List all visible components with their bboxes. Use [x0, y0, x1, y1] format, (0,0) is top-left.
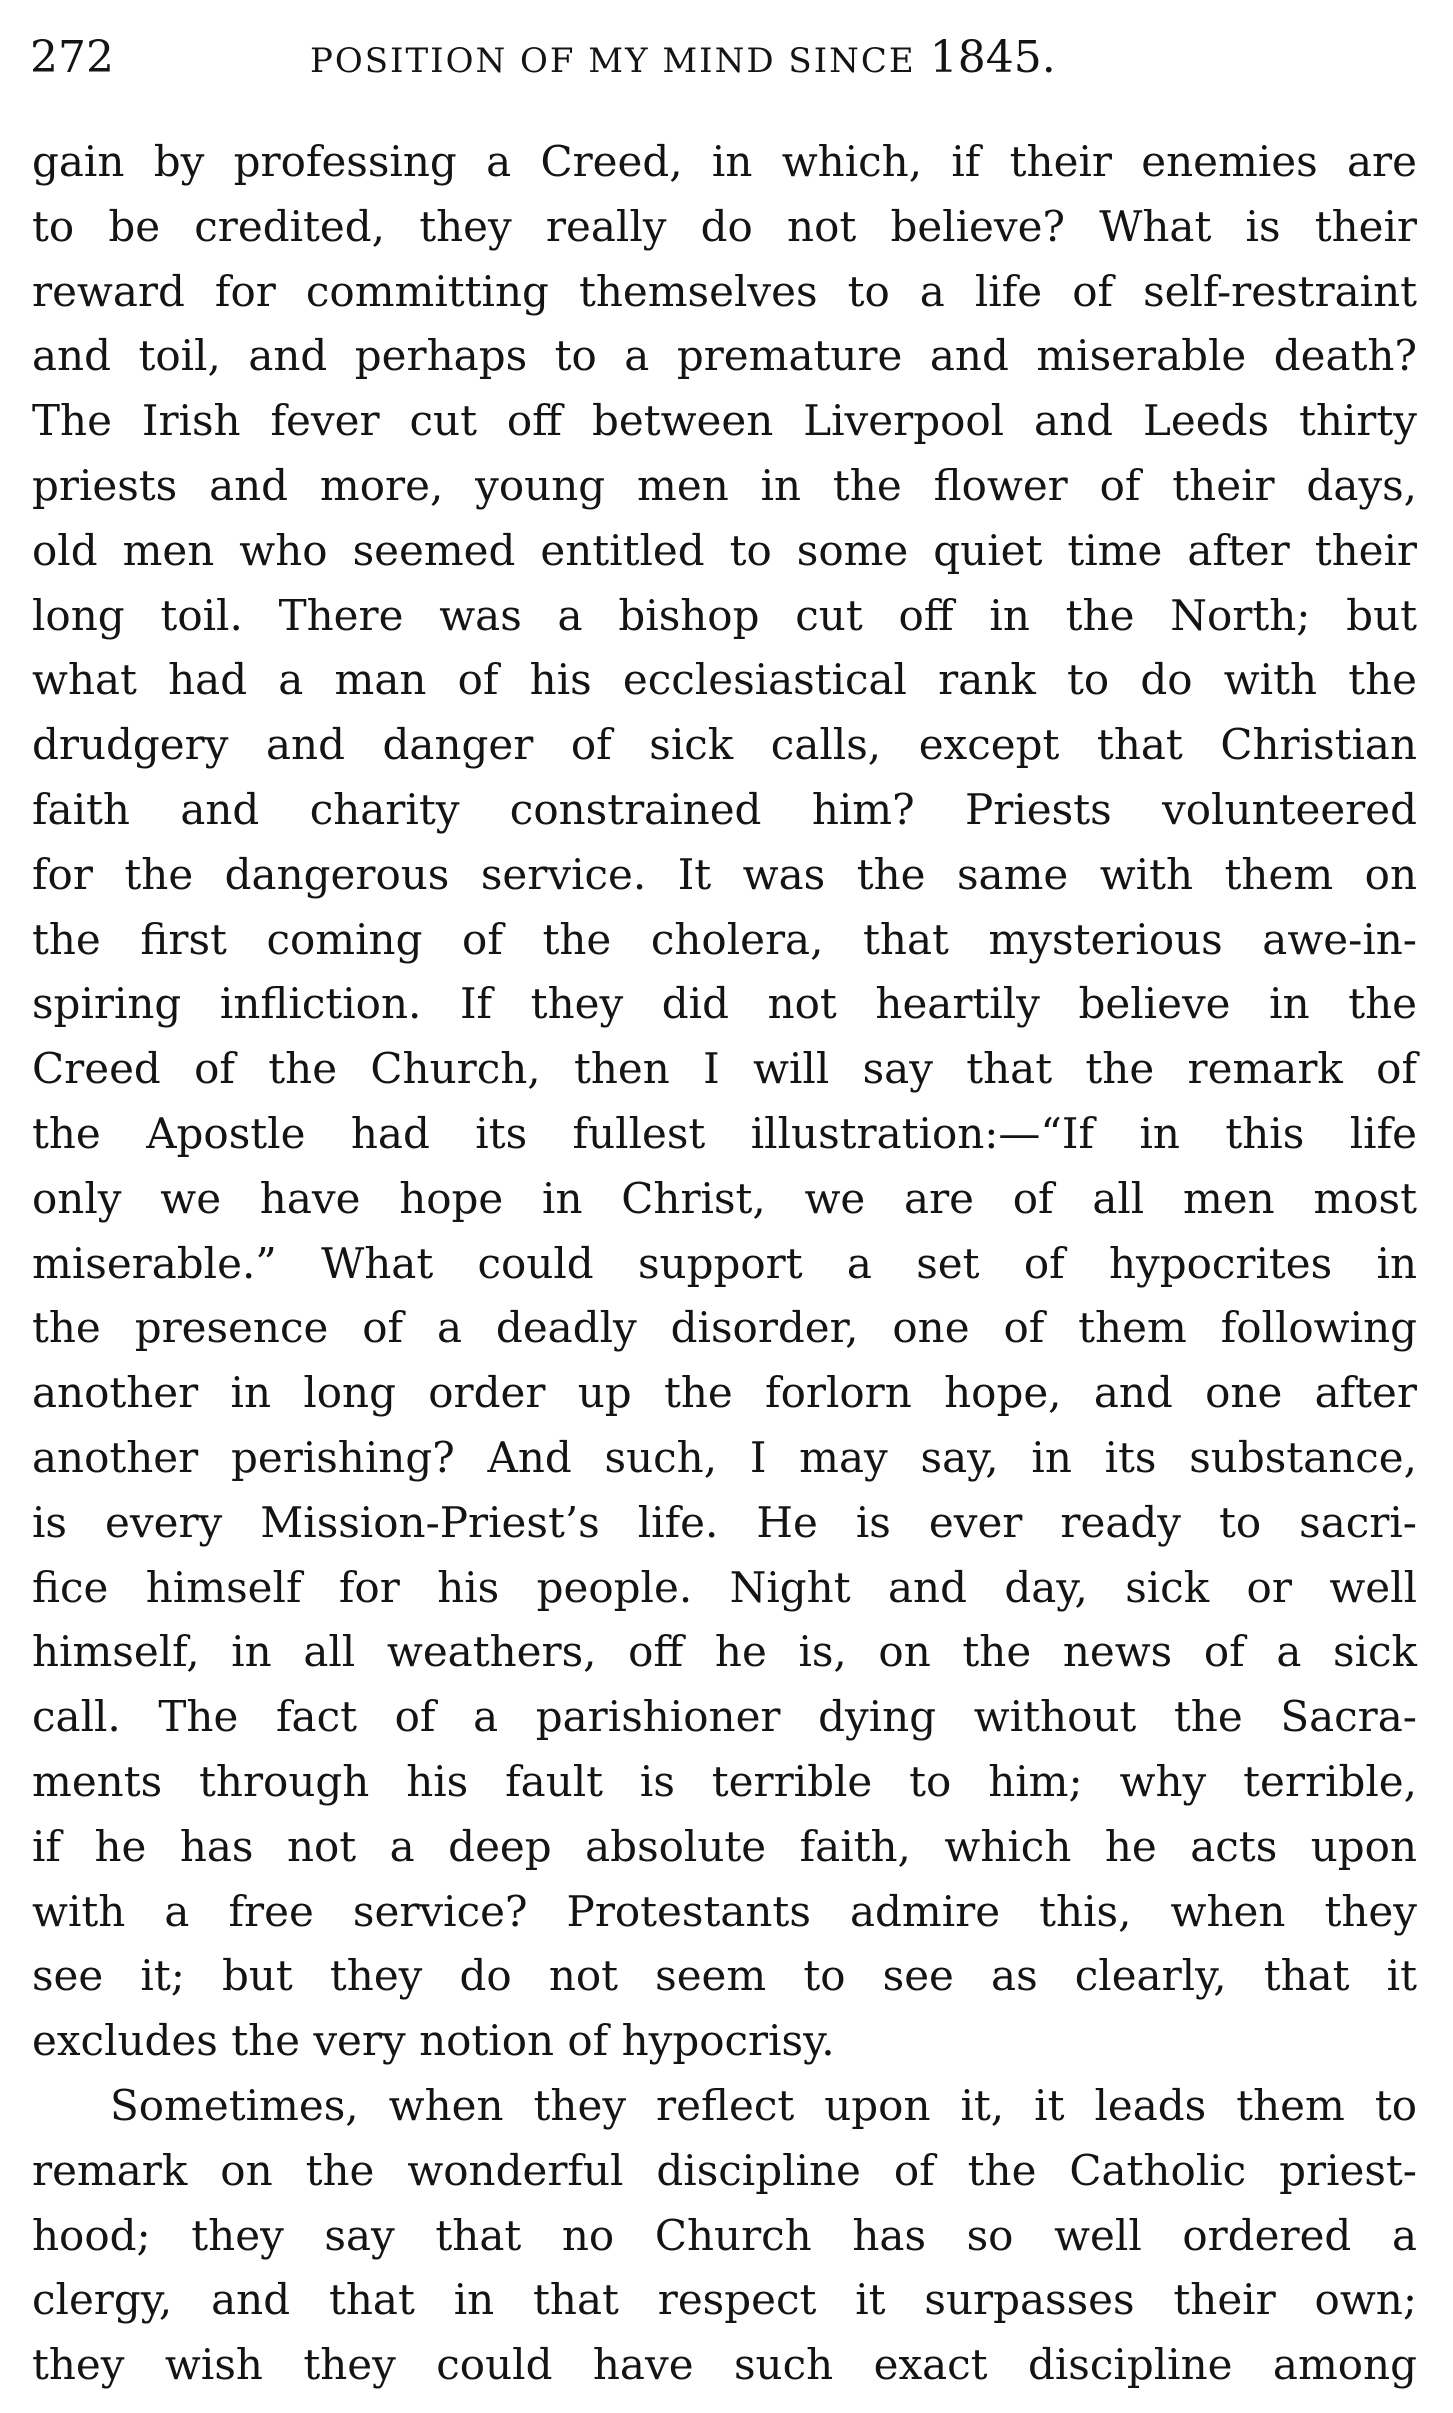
text-line: faith and charity constrained him? Priests volunteered	[32, 784, 1417, 834]
text-line: ments through his fault is terrible to him; why terrible,	[32, 1756, 1417, 1806]
text-line: spiring infliction. If they did not heartily believe in the	[32, 979, 1417, 1029]
text-line: clergy, and that in that respect it surpasses their own;	[32, 2275, 1417, 2325]
text-line: long toil. There was a bishop cut off in the North; but	[32, 590, 1417, 640]
paragraph-1	[32, 130, 1417, 2074]
text-line: miserable.” What could support a set of hypocrites in	[32, 1238, 1417, 1288]
text-line: Creed of the Church, then I will say that the remark of	[32, 1044, 1417, 1094]
text-line: fice himself for his people. Night and day, sick or well	[32, 1562, 1417, 1612]
text-line: if he has not a deep absolute faith, which he acts upon	[32, 1821, 1417, 1871]
text-line: call. The fact of a parishioner dying without the Sacra-	[32, 1692, 1417, 1742]
paragraph-2	[32, 2074, 1417, 2398]
text-line: and toil, and perhaps to a premature and miserable death?	[32, 331, 1417, 381]
running-head	[310, 28, 1056, 91]
text-line: old men who seemed entitled to some quiet time after their	[32, 525, 1417, 575]
text-line: priests and more, young men in the flower of their days,	[32, 460, 1417, 510]
text-line: reward for committing themselves to a life of self-restraint	[32, 266, 1417, 316]
text-line: only we have hope in Christ, we are of all men most	[32, 1173, 1417, 1223]
text-line: see it; but they do not seem to see as clearly, that it	[32, 1951, 1417, 2001]
page-header	[30, 20, 1420, 110]
page-number: 272	[30, 32, 114, 83]
text-line: the Apostle had its fullest illustration:—“If in this life	[32, 1108, 1417, 1158]
text-line: for the dangerous service. It was the same with them on	[32, 849, 1417, 899]
text-line: what had a man of his ecclesiastical rank to do with the	[32, 655, 1417, 705]
text-line: remark on the wonderful discipline of the Catholic priest-	[32, 2145, 1417, 2195]
text-line: another perishing? And such, I may say, in its substance,	[32, 1432, 1417, 1482]
text-line: himself, in all weathers, off he is, on the news of a sick	[32, 1627, 1417, 1677]
body-text	[32, 130, 1417, 2398]
text-line: to be credited, they really do not believe? What is their	[32, 201, 1417, 251]
text-line: The Irish fever cut off between Liverpool and Leeds thirty	[32, 396, 1417, 446]
text-line: hood; they say that no Church has so well ordered a	[32, 2210, 1417, 2260]
text-line: the presence of a deadly disorder, one of them following	[32, 1303, 1417, 1353]
text-line: with a free service? Protestants admire this, when they	[32, 1886, 1417, 1936]
text-line: another in long order up the forlorn hope, and one after	[32, 1368, 1417, 1418]
text-line: gain by professing a Creed, in which, if their enemies are	[32, 137, 1417, 186]
text-line: excludes the very notion of hypocrisy.	[32, 2016, 835, 2066]
text-line: the first coming of the cholera, that mysterious awe-in-	[32, 914, 1417, 964]
running-head-year: 1845.	[929, 32, 1056, 83]
text-line: is every Mission-Priest’s life. He is ever ready to sacri-	[32, 1497, 1417, 1547]
running-head-title: POSITION OF MY MIND SINCE	[310, 41, 916, 81]
text-line: drudgery and danger of sick calls, except that Christian	[32, 720, 1417, 770]
text-line: Sometimes, when they reflect upon it, it leads them to	[110, 2080, 1417, 2130]
text-line: they wish they could have such exact discipline among	[32, 2340, 1417, 2390]
